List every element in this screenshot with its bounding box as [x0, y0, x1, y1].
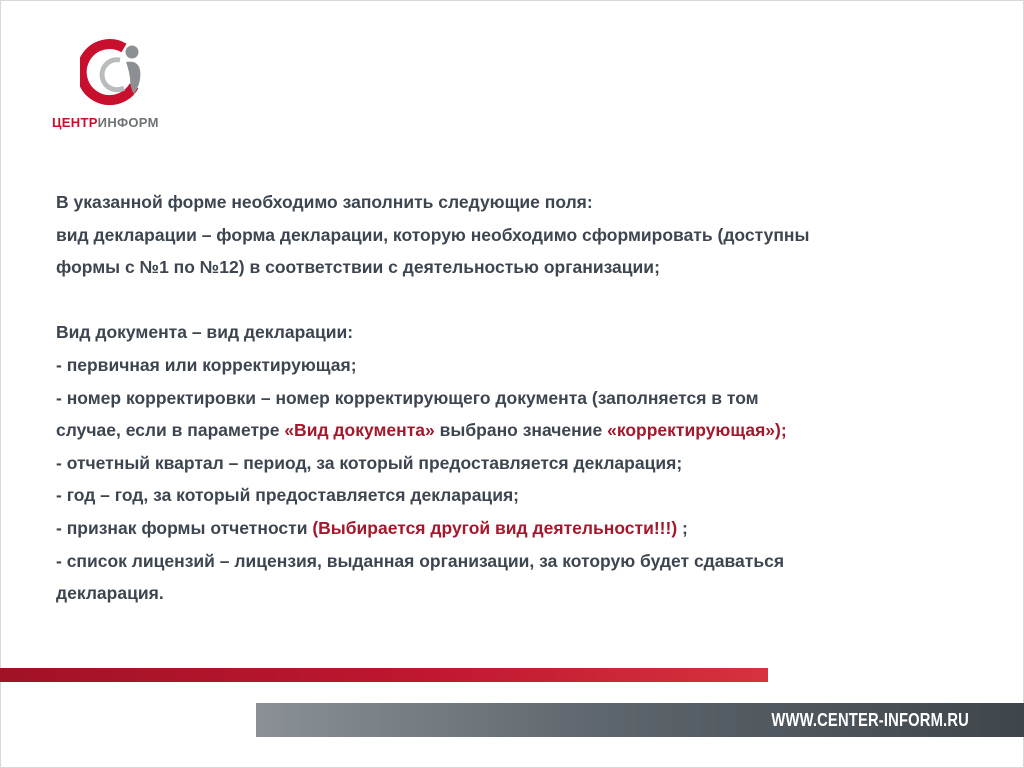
highlight-corrective: «корректирующая»); [607, 420, 787, 441]
paragraph-gap [56, 284, 996, 317]
text-line: - номер корректировки – номер корректирующего документа (заполняется в том [56, 387, 759, 408]
logo-text-part2: ИНФОРМ [97, 115, 159, 130]
text-line: вид декларации – форма декларации, которую необходимо сформировать (доступны [56, 224, 810, 245]
logo-text-part1: ЦЕНТР [52, 115, 98, 130]
highlight-activity-note: (Выбирается другой вид деятельности!!!) [312, 517, 678, 538]
logo-ring-icon [80, 38, 146, 110]
logo-wordmark [52, 115, 159, 130]
text-line: Вид документа – вид декларации: [56, 322, 354, 343]
text-segment: случае, если в параметре [56, 420, 285, 441]
highlight-doc-type: «Вид документа» [284, 420, 435, 441]
centrinform-logo [52, 38, 182, 138]
text-line [56, 414, 996, 447]
text-segment: ; [677, 517, 688, 538]
text-line: - первичная или корректирующая; [56, 354, 357, 375]
text-segment: выбрано значение [434, 420, 608, 441]
text-line [56, 512, 996, 545]
website-url: WWW.CENTER-INFORM.RU [771, 710, 969, 730]
text-segment: - признак формы отчетности [56, 517, 313, 538]
footer-band [256, 703, 1024, 737]
text-line: - отчетный квартал – период, за который предоставляется декларация; [56, 452, 683, 473]
text-line: формы с №1 по №12) в соответствии с деятельностью организации; [56, 257, 660, 278]
red-decorative-stripe [0, 668, 768, 682]
text-line: декларация. [56, 583, 164, 604]
slide-body-text [56, 186, 996, 610]
text-line: В указанной форме необходимо заполнить следующие поля: [56, 192, 593, 212]
text-line: - список лицензий – лицензия, выданная организации, за которую будет сдаваться [56, 550, 785, 571]
text-line: - год – год, за который предоставляется декларация; [56, 485, 519, 506]
